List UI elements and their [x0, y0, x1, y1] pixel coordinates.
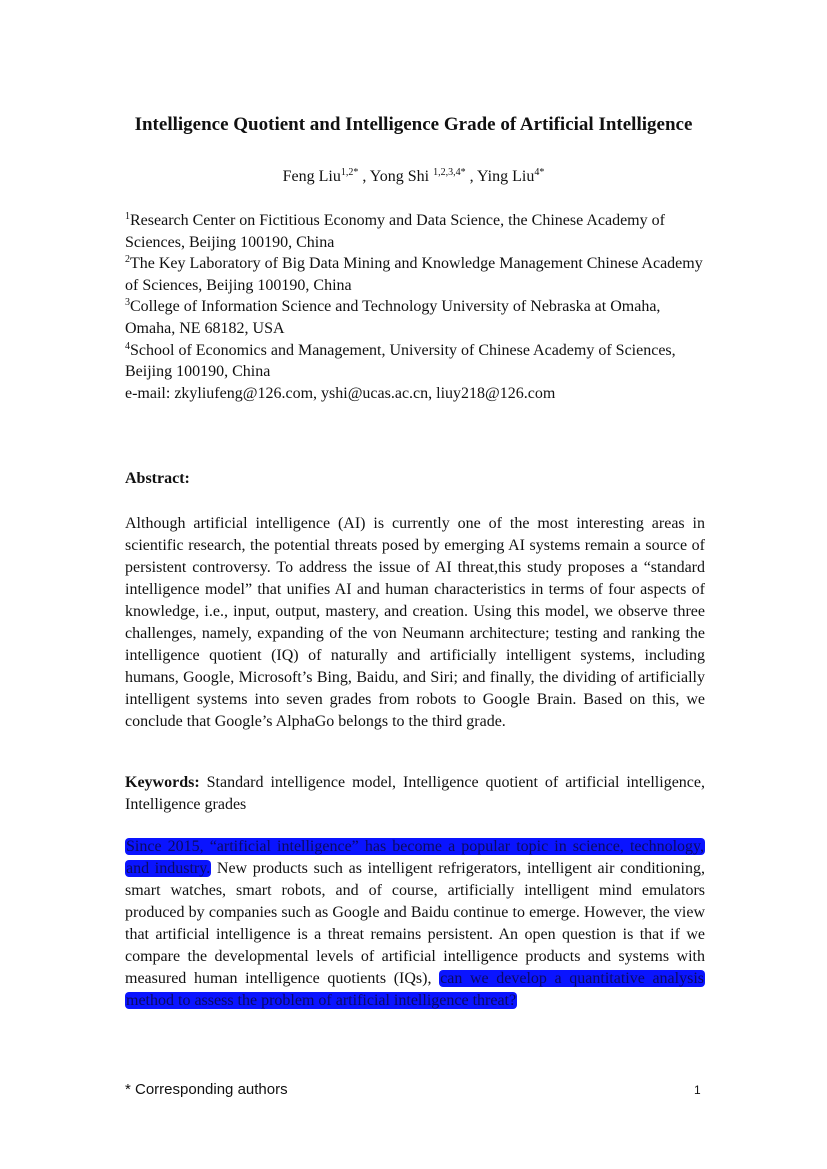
affiliation-item — [125, 296, 705, 339]
keywords-text: Standard intelligence model, Intelligence quotient of artificial intelligence, Intelligence grades — [125, 774, 705, 813]
affiliation-list — [125, 210, 705, 404]
affiliation-marker: 3 — [125, 297, 130, 309]
abstract-body: Although artificial intelligence (AI) is currently one of the most interesting areas in scientific research, the potential threats posed by emerging AI systems remain a source of persistent controversy. To address the issue of AI threat,this study proposes a “standard intelligence model” that unifies AI and human characteristics in terms of four aspects of knowledge, i.e., input, output, mastery, and creation. Using this model, we observe three challenges, namely, expanding of the von Neumann architecture; testing and ranking the intelligence quotient (IQ) of naturally and artificially intelligent systems, including humans, Google, Microsoft’s Bing, Baidu, and Siri; and finally, the dividing of artificially intelligent systems into seven grades from robots to Google Brain. Based on this, we conclude that Google’s AlphaGo belongs to the third grade. — [125, 515, 705, 730]
text-highlight[interactable]: Since 2015, “artificial intelligence” has become a popular topic in science, technology, and industry. — [126, 838, 704, 877]
affiliation-text: College of Information Science and Technology University of Nebraska at Omaha, Omaha, NE 68182, USA — [125, 298, 661, 337]
author-separator: , — [358, 168, 370, 185]
affiliation-text: School of Economics and Management, University of Chinese Academy of Sciences, Beijing 100190, China — [125, 341, 676, 381]
abstract-heading: Abstract: — [125, 470, 190, 487]
affiliation-marker: 1 — [125, 211, 130, 222]
author-line — [0, 168, 827, 186]
affiliation-item — [125, 210, 705, 253]
affiliation-text: The Key Laboratory of Big Data Mining and Knowledge Management Chinese Academy of Sciences, Beijing 100190, China — [125, 255, 703, 294]
intro-text: New products such as intelligent refrigerators, intelligent air conditioning, smart watches, smart robots, and of course, artificially intelligent mind emulators produced by companies such as Google and Baidu continue to emerge. However, the view that artificial intelligence is a threat remains persistent. An open question is that if we compare the developmental levels of artificial intelligence products and systems with measured human intelligence quotients (IQs), — [125, 860, 705, 987]
affiliation-marker: 4 — [125, 340, 130, 352]
author-affiliation-marker: 1,2* — [340, 167, 359, 178]
keywords-section — [125, 772, 705, 816]
email-line: e-mail: zkyliufeng@126.com, yshi@ucas.ac.cn, liuy218@126.com — [125, 384, 556, 402]
footnote: * Corresponding authors — [125, 1081, 288, 1098]
affiliation-item — [125, 253, 705, 296]
author-separator: , — [465, 168, 477, 185]
text-highlight[interactable]: can we develop a quantitative analysis method to assess the problem of artificial intelligence threat? — [126, 970, 704, 1009]
affiliation-text: Research Center on Fictitious Economy and Data Science, the Chinese Academy of Sciences, Beijing 100190, China — [125, 212, 665, 251]
author-name: Feng Liu — [282, 168, 341, 185]
author-affiliation-marker: 1,2,3,4* — [433, 167, 466, 178]
keywords-label: Keywords: — [125, 774, 200, 791]
affiliation-marker: 2 — [125, 254, 130, 266]
author-name: Yong Shi — [369, 168, 434, 185]
affiliation-item — [125, 340, 705, 383]
author-name: Ying Liu — [476, 168, 535, 185]
intro-paragraph — [125, 836, 705, 1012]
page-number: 1 — [694, 1083, 701, 1097]
author-affiliation-marker: 4* — [534, 167, 545, 178]
paper-title: Intelligence Quotient and Intelligence Grade of Artificial Intelligence — [134, 114, 693, 135]
